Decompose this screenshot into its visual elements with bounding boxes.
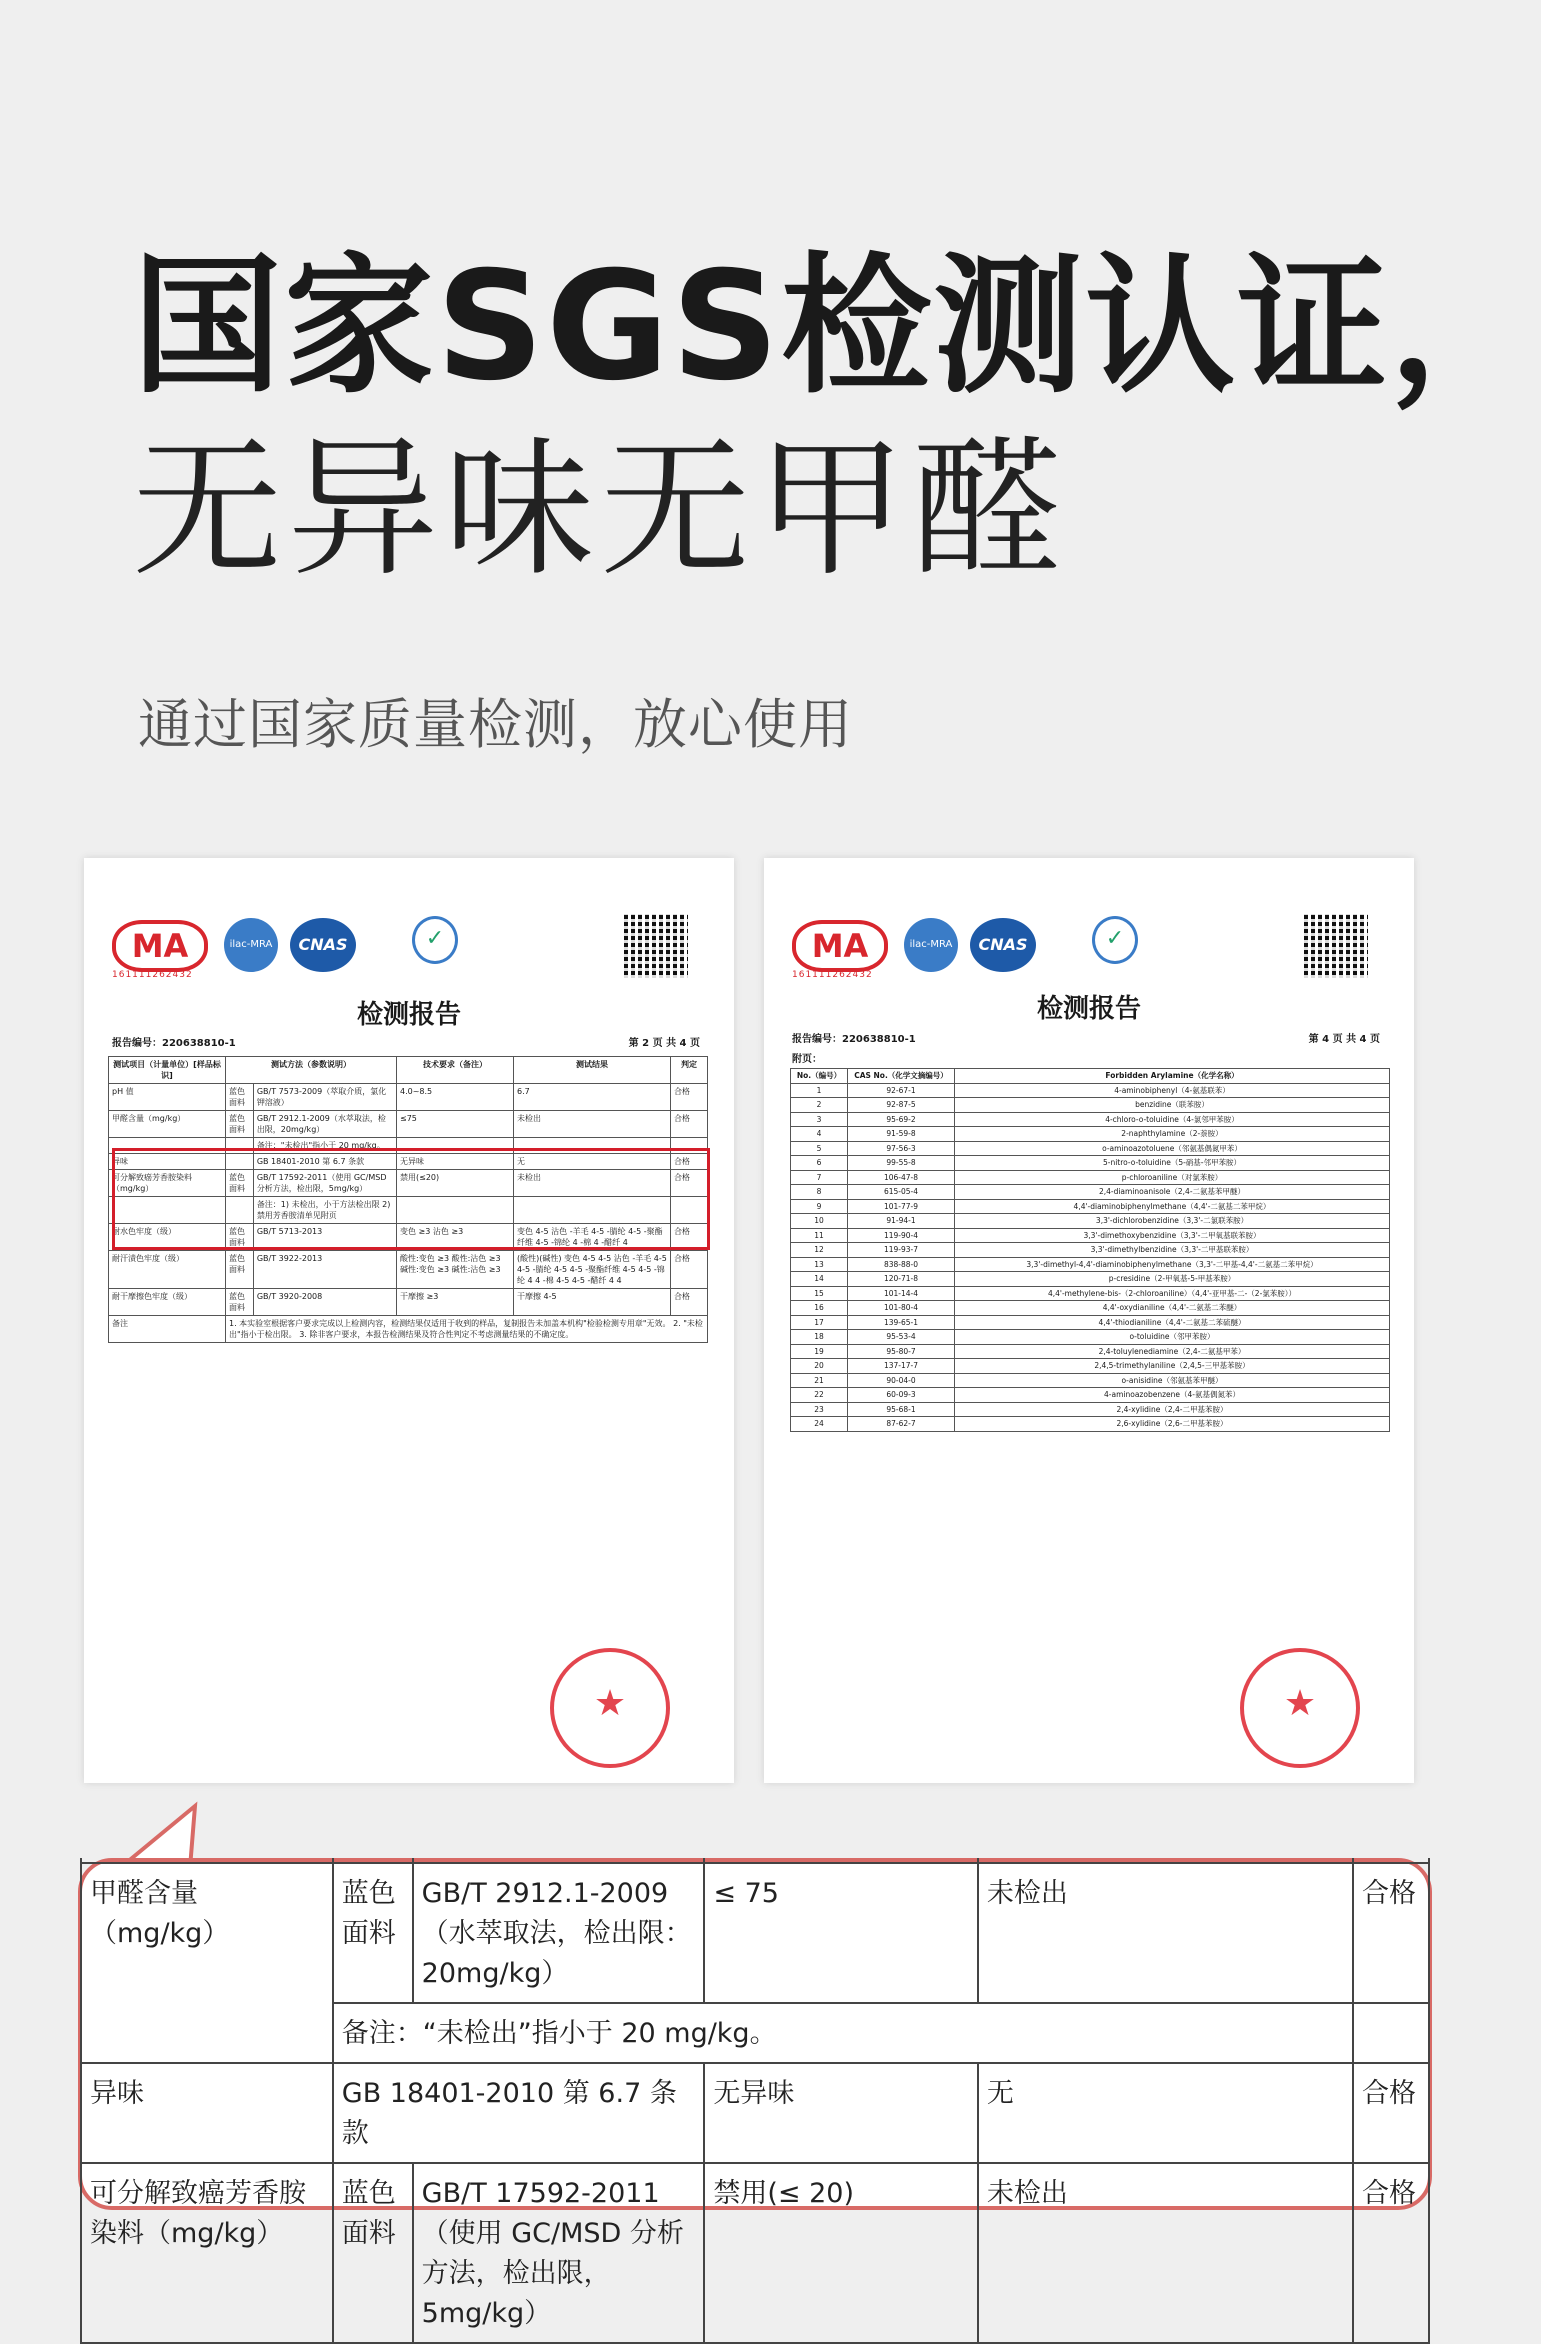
- col-header: 技术要求（备注）: [397, 1057, 514, 1084]
- table-row: [791, 1359, 1390, 1374]
- method-cell: GB 18401-2010 第 6.7 条款: [253, 1154, 396, 1170]
- table-row: [791, 1417, 1390, 1432]
- cas-cell: 90-04-0: [848, 1373, 955, 1388]
- item-cell: 异味: [109, 1154, 226, 1170]
- certification-logos: [112, 906, 712, 986]
- result-cell: 未检出: [978, 2163, 1353, 2343]
- table-row: [81, 2063, 1429, 2163]
- notes-label: 备注: [109, 1316, 226, 1343]
- cas-cell: 92-67-1: [848, 1083, 955, 1098]
- name-cell: p-chloroaniline（对氯苯胺）: [955, 1170, 1390, 1185]
- cas-cell: 101-80-4: [848, 1301, 955, 1316]
- cas-cell: 101-77-9: [848, 1199, 955, 1214]
- cas-cell: 137-17-7: [848, 1359, 955, 1374]
- verdict-cell: 合格: [671, 1154, 708, 1170]
- verdict-cell: 合格: [1353, 2163, 1429, 2343]
- no-cell: 11: [791, 1228, 848, 1243]
- method-cell: GB/T 17592-2011（使用 GC/MSD 分析方法，检出限，5mg/kg）: [253, 1170, 396, 1197]
- table-row: [791, 1141, 1390, 1156]
- cas-cell: 120-71-8: [848, 1272, 955, 1287]
- col-header: 测试方法（参数说明）: [226, 1057, 397, 1084]
- col-header: Forbidden Arylamine（化学名称）: [955, 1069, 1390, 1084]
- result-cell: 干摩擦 4-5: [514, 1289, 671, 1316]
- table-row: [791, 1257, 1390, 1272]
- method-cell: GB/T 3922-2013: [253, 1251, 396, 1289]
- table-row: [791, 1402, 1390, 1417]
- sample-cell: 蓝色面料: [226, 1289, 254, 1316]
- test-report-page-4: [764, 858, 1414, 1783]
- method-cell: GB/T 5713-2013: [253, 1224, 396, 1251]
- cma-logo: MA: [792, 920, 888, 972]
- zoomed-detail: [78, 1858, 1432, 2329]
- col-header: 测试结果: [514, 1057, 671, 1084]
- check-badge-icon: ✓: [1092, 916, 1138, 964]
- name-cell: 2,6-xylidine（2,6-二甲基苯胺）: [955, 1417, 1390, 1432]
- result-cell: 变色 4-5 沾色 -羊毛 4-5 -腈纶 4-5 -聚酯纤维 4-5 -锦纶 4 -棉 4 -醋纤 4: [514, 1224, 671, 1251]
- report-title: 检测报告: [356, 1000, 461, 1030]
- req-cell: 变色 ≥3 沾色 ≥3: [397, 1224, 514, 1251]
- no-cell: 1: [791, 1083, 848, 1098]
- sample-cell: 蓝色面料: [226, 1224, 254, 1251]
- no-cell: 6: [791, 1156, 848, 1171]
- item-cell: 耐干摩擦色牢度（级）: [109, 1289, 226, 1316]
- table-row: [791, 1373, 1390, 1388]
- cas-cell: 99-55-8: [848, 1156, 955, 1171]
- name-cell: 3,3'-dichlorobenzidine（3,3'-二氯联苯胺）: [955, 1214, 1390, 1229]
- cnas-logo: CNAS: [290, 918, 356, 972]
- table-row: [791, 1083, 1390, 1098]
- name-cell: 4-aminobiphenyl（4-氨基联苯）: [955, 1083, 1390, 1098]
- cas-cell: 838-88-0: [848, 1257, 955, 1272]
- table-row: [791, 1127, 1390, 1142]
- notes-text: 1. 本实验室根据客户要求完成以上检测内容，检测结果仅适用于收到的样品，复制报告未加盖本机构"检验检测专用章"无效。 2. "未检出"指小于检出限。 3. 除非客户要求，本报告检测结果及符合性判定不考虑测量结果的不确定度。: [226, 1316, 708, 1343]
- col-header: CAS No.（化学文摘编号）: [848, 1069, 955, 1084]
- table-row: [791, 1098, 1390, 1113]
- table-row: [791, 1243, 1390, 1258]
- item-cell: 可分解致癌芳香胺染料（mg/kg）: [109, 1170, 226, 1197]
- method-cell: GB/T 7573-2009（萃取介质，氯化钾溶液）: [253, 1084, 396, 1111]
- no-cell: 8: [791, 1185, 848, 1200]
- item-cell: 甲醛含量（mg/kg）: [81, 1863, 333, 2063]
- requirement-cell: ≤ 75: [704, 1863, 977, 2003]
- name-cell: p-cresidine（2-甲氧基-5-甲基苯胺）: [955, 1272, 1390, 1287]
- no-cell: 22: [791, 1388, 848, 1403]
- sample-cell: 蓝色面料: [333, 2163, 413, 2343]
- req-cell: 无异味: [397, 1154, 514, 1170]
- name-cell: o-aminoazotoluene（邻氨基偶氮甲苯）: [955, 1141, 1390, 1156]
- name-cell: o-toluidine（邻甲苯胺）: [955, 1330, 1390, 1345]
- cas-cell: 92-87-5: [848, 1098, 955, 1113]
- verdict-cell: 合格: [1353, 2063, 1429, 2163]
- table-row: [109, 1084, 708, 1111]
- verdict-cell: 合格: [671, 1084, 708, 1111]
- report-number: 报告编号：220638810-1: [792, 1034, 916, 1045]
- no-cell: 3: [791, 1112, 848, 1127]
- cas-cell: 95-68-1: [848, 1402, 955, 1417]
- name-cell: o-anisidine（邻氨基苯甲醚）: [955, 1373, 1390, 1388]
- item-cell: 可分解致癌芳香胺染料（mg/kg）: [81, 2163, 333, 2343]
- verdict-cell: 合格: [671, 1111, 708, 1138]
- name-cell: 4,4'-methylene-bis-（2-chloroaniline）（4,4'-亚甲基-二-（2-氯苯胺））: [955, 1286, 1390, 1301]
- item-cell: 甲醛含量（mg/kg）: [109, 1111, 226, 1138]
- cas-cell: 95-69-2: [848, 1112, 955, 1127]
- ilac-mra-logo: ilac-MRA: [904, 918, 958, 972]
- appendix-label: 附页：: [792, 1054, 822, 1065]
- no-cell: 16: [791, 1301, 848, 1316]
- method-cell: GB/T 2912.1-2009（水萃取法，检出限：20mg/kg）: [413, 1863, 705, 2003]
- result-cell: 未检出: [514, 1111, 671, 1138]
- no-cell: 20: [791, 1359, 848, 1374]
- cas-cell: 91-59-8: [848, 1127, 955, 1142]
- name-cell: benzidine（联苯胺）: [955, 1098, 1390, 1113]
- table-row: [109, 1251, 708, 1289]
- no-cell: 12: [791, 1243, 848, 1258]
- name-cell: 4,4'-thiodianiline（4,4'-二氨基二苯硫醚）: [955, 1315, 1390, 1330]
- req-cell: 禁用(≤20): [397, 1170, 514, 1197]
- name-cell: 2,4-diaminoanisole（2,4-二氨基苯甲醚）: [955, 1185, 1390, 1200]
- table-row: [791, 1301, 1390, 1316]
- method-cell: 备注：1) 未检出，小于方法检出限 2) 禁用芳香胺清单见附页: [253, 1197, 396, 1224]
- table-row: [791, 1156, 1390, 1171]
- table-row: [791, 1170, 1390, 1185]
- report-number: 报告编号：220638810-1: [112, 1038, 236, 1049]
- result-cell: 无: [978, 2063, 1353, 2163]
- cas-cell: 139-65-1: [848, 1315, 955, 1330]
- highlight-box: [112, 1148, 710, 1250]
- qr-code-icon: [1304, 914, 1368, 978]
- item-cell: 异味: [81, 2063, 333, 2163]
- item-cell: 耐汗渍色牢度（级）: [109, 1251, 226, 1289]
- name-cell: 2-naphthylamine（2-萘胺）: [955, 1127, 1390, 1142]
- name-cell: 5-nitro-o-toluidine（5-硝基-邻甲苯胺）: [955, 1156, 1390, 1171]
- no-cell: 4: [791, 1127, 848, 1142]
- tagline: 通过国家质量检测，放心使用: [138, 693, 853, 756]
- col-header: No.（编号）: [791, 1069, 848, 1084]
- name-cell: 4-aminoazobenzene（4-氨基偶氮苯）: [955, 1388, 1390, 1403]
- req-cell: ≤75: [397, 1111, 514, 1138]
- ilac-mra-logo: ilac-MRA: [224, 918, 278, 972]
- no-cell: 2: [791, 1098, 848, 1113]
- table-row: [791, 1388, 1390, 1403]
- verdict-cell: 合格: [671, 1251, 708, 1289]
- name-cell: 4,4'-oxydianiline（4,4'-二氨基二苯醚）: [955, 1301, 1390, 1316]
- table-row: [791, 1185, 1390, 1200]
- page-info: 第 4 页 共 4 页: [1308, 1034, 1380, 1045]
- result-cell: 未检出: [978, 1863, 1353, 2003]
- table-row: [791, 1112, 1390, 1127]
- cas-cell: 101-14-4: [848, 1286, 955, 1301]
- check-badge-icon: ✓: [412, 916, 458, 964]
- report-title: 检测报告: [1036, 994, 1141, 1024]
- table-row: [791, 1315, 1390, 1330]
- cas-cell: 60-09-3: [848, 1388, 955, 1403]
- req-cell: 干摩擦 ≥3: [397, 1289, 514, 1316]
- no-cell: 7: [791, 1170, 848, 1185]
- no-cell: 24: [791, 1417, 848, 1432]
- cas-cell: 119-90-4: [848, 1228, 955, 1243]
- cas-cell: 95-53-4: [848, 1330, 955, 1345]
- table-row: [81, 1863, 1429, 2003]
- verdict-cell: 合格: [671, 1170, 708, 1197]
- req-cell: 酸性:变色 ≥3 酸性:沾色 ≥3 碱性:变色 ≥3 碱性:沾色 ≥3: [397, 1251, 514, 1289]
- item-cell: pH 值: [109, 1084, 226, 1111]
- name-cell: 2,4-xylidine（2,4-二甲基苯胺）: [955, 1402, 1390, 1417]
- table-row: [791, 1228, 1390, 1243]
- sample-cell: 蓝色面料: [226, 1111, 254, 1138]
- table-row: [791, 1272, 1390, 1287]
- sample-cell: 蓝色面料: [226, 1084, 254, 1111]
- table-row: [791, 1199, 1390, 1214]
- cnas-logo: CNAS: [970, 918, 1036, 972]
- name-cell: 4-chloro-o-toluidine（4-氯邻甲苯胺）: [955, 1112, 1390, 1127]
- inspection-stamp: ★: [1240, 1648, 1360, 1768]
- result-cell: 未检出: [514, 1170, 671, 1197]
- cas-cell: 87-62-7: [848, 1417, 955, 1432]
- qr-code-icon: [624, 914, 688, 978]
- no-cell: 9: [791, 1199, 848, 1214]
- no-cell: 15: [791, 1286, 848, 1301]
- hero-title: 国家SGS检测认证，: [132, 240, 1541, 414]
- name-cell: 2,4-toluylenediamine（2,4-二氨基甲苯）: [955, 1344, 1390, 1359]
- cas-cell: 95-80-7: [848, 1344, 955, 1359]
- certification-logos: [792, 906, 1392, 986]
- cas-cell: 615-05-4: [848, 1185, 955, 1200]
- sample-cell: 蓝色面料: [226, 1170, 254, 1197]
- result-cell: (酸性)(碱性) 变色 4-5 4-5 沾色 -羊毛 4-5 4-5 -腈纶 4-5 4-5 -聚酯纤维 4-5 4-5 -锦纶 4 4 -棉 4-5 4-5 -醋纤 4 4: [514, 1251, 671, 1289]
- notes-row: [109, 1316, 708, 1343]
- table-row: [109, 1289, 708, 1316]
- cas-cell: 91-94-1: [848, 1214, 955, 1229]
- arylamine-table: [790, 1068, 1390, 1432]
- name-cell: 2,4,5-trimethylaniline（2,4,5-三甲基苯胺）: [955, 1359, 1390, 1374]
- no-cell: 14: [791, 1272, 848, 1287]
- no-cell: 19: [791, 1344, 848, 1359]
- no-cell: 13: [791, 1257, 848, 1272]
- test-report-page-2: [84, 858, 734, 1783]
- no-cell: 17: [791, 1315, 848, 1330]
- verdict-cell: 合格: [671, 1224, 708, 1251]
- note-cell: 备注：“未检出”指小于 20 mg/kg。: [333, 2003, 1353, 2063]
- result-cell: 6.7: [514, 1084, 671, 1111]
- cas-cell: 119-93-7: [848, 1243, 955, 1258]
- cma-number: 161111262432: [792, 970, 873, 980]
- cas-cell: 106-47-8: [848, 1170, 955, 1185]
- name-cell: 3,3'-dimethylbenzidine（3,3'-二甲基联苯胺）: [955, 1243, 1390, 1258]
- item-cell: 耐水色牢度（级）: [109, 1224, 226, 1251]
- name-cell: 3,3'-dimethyl-4,4'-diaminobiphenylmethane（3,3'-二甲基-4,4'-二氨基二苯甲烷）: [955, 1257, 1390, 1272]
- table-row: [791, 1330, 1390, 1345]
- no-cell: 23: [791, 1402, 848, 1417]
- table-row: [81, 2163, 1429, 2343]
- page-info: 第 2 页 共 4 页: [628, 1038, 700, 1049]
- no-cell: 21: [791, 1373, 848, 1388]
- name-cell: 3,3'-dimethoxybenzidine（3,3'-二甲氧基联苯胺）: [955, 1228, 1390, 1243]
- name-cell: 4,4'-diaminobiphenylmethane（4,4'-二氨基二苯甲烷）: [955, 1199, 1390, 1214]
- no-cell: 5: [791, 1141, 848, 1156]
- col-header: 测试项目（计量单位）[样品标识]: [109, 1057, 226, 1084]
- cas-cell: 97-56-3: [848, 1141, 955, 1156]
- method-cell: GB/T 17592-2011（使用 GC/MSD 分析方法，检出限，5mg/kg）: [413, 2163, 705, 2343]
- sample-cell: 蓝色面料: [333, 1863, 413, 2003]
- no-cell: 18: [791, 1330, 848, 1345]
- sample-cell: 蓝色面料: [226, 1251, 254, 1289]
- table-row: [791, 1286, 1390, 1301]
- result-cell: 无: [514, 1154, 671, 1170]
- inspection-stamp: ★: [550, 1648, 670, 1768]
- method-cell: GB 18401-2010 第 6.7 条款: [333, 2063, 705, 2163]
- verdict-cell: 合格: [1353, 1863, 1429, 2003]
- req-cell: 4.0~8.5: [397, 1084, 514, 1111]
- zoomed-table: [80, 1858, 1430, 2344]
- requirement-cell: 禁用(≤ 20): [704, 2163, 977, 2343]
- method-cell: GB/T 2912.1-2009（水萃取法，检出限，20mg/kg）: [253, 1111, 396, 1138]
- col-header: 判定: [671, 1057, 708, 1084]
- method-cell: GB/T 3920-2008: [253, 1289, 396, 1316]
- requirement-cell: 无异味: [704, 2063, 977, 2163]
- verdict-cell: 合格: [671, 1289, 708, 1316]
- method-cell: 备注："未检出"指小于 20 mg/kg。: [253, 1138, 396, 1154]
- table-row: [109, 1111, 708, 1138]
- hero-subtitle: 无异味无甲醛: [132, 423, 1069, 597]
- cma-logo: MA: [112, 920, 208, 972]
- no-cell: 10: [791, 1214, 848, 1229]
- cma-number: 161111262432: [112, 970, 193, 980]
- table-row: [791, 1214, 1390, 1229]
- table-row: [791, 1344, 1390, 1359]
